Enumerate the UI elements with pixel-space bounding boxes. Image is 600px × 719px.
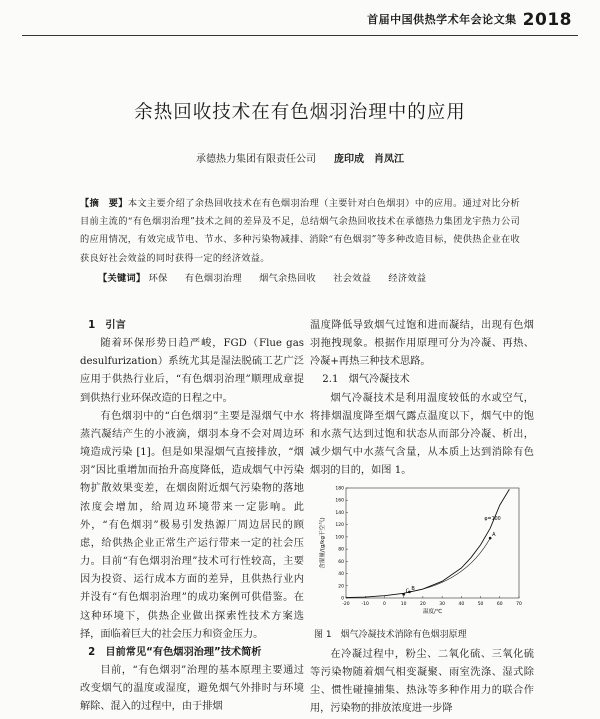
author-line: [0, 150, 600, 165]
y-tick-label: 40: [338, 572, 344, 578]
x-tick-label: 0: [383, 602, 386, 607]
section-heading: 1 引言: [88, 320, 126, 331]
data-point: [489, 537, 492, 540]
y-tick-label: 20: [338, 584, 344, 590]
point-label: A: [492, 532, 496, 539]
x-tick-label: 70: [516, 602, 522, 607]
paragraph: 随着环保形势日趋严峻，FGD（Flue gas desulfurization）系统尤其是湿法脱硫工艺广泛应用于供热行业后，“有色烟羽治理”顺理成章提到供热行业环保改造的日程之中。: [80, 338, 304, 404]
point-label: C: [405, 588, 410, 595]
keyword: 环保: [148, 273, 168, 284]
x-tick-label: 40: [458, 602, 465, 607]
psychrometric-chart: [314, 480, 534, 630]
right-column-continued: [310, 646, 534, 719]
x-tick-label: 60: [496, 602, 503, 607]
x-tick-label: -20: [342, 602, 350, 607]
y-tick-label: 140: [335, 510, 344, 516]
affiliation: 承德热力集团有限责任公司: [196, 154, 316, 165]
page-header: [0, 0, 600, 36]
abstract-label: 【摘 要】: [80, 198, 128, 209]
paragraph: 温度降低导致烟气过饱和进而凝结，出现有色烟羽拖拽现象。根据作用原理可分为冷凝、再热、冷凝+再热三种技术思路。: [310, 320, 534, 368]
paragraph: 目前，“有色烟羽”治理的基本原理主要通过改变烟气的温度或湿度，避免烟气外排时与环境解除、混入的过程中，由于排烟: [80, 664, 304, 713]
keyword: 烟气余热回收: [259, 273, 316, 284]
x-tick-label: 30: [439, 602, 445, 607]
abstract-text: 本文主要介绍了余热回收技术在有色烟羽治理（主要针对白色烟羽）中的应用。通过对比分析目前主流的“有色烟羽治理”技术之间的差异及不足，总结烟气余热回收技术在承德热力集团龙宇热力公司的应用情况，有效完成节电、节水、多种污染物减排、消除“有色烟羽”等多种改造目标，使供热企业在收获良好社会效益的同时获得一定的经济效益。: [80, 198, 520, 264]
paragraph: 在冷凝过程中，粉尘、二氧化硫、三氧化硫等污染物随着烟气相变凝聚、雨室洗涤、湿式除尘、惯性碰撞捕集、热泳等多种作用力的联合作用，污染物的排放浓度进一步降: [310, 649, 534, 715]
y-axis-label: 含湿量/(g/kg干空气): [320, 517, 326, 569]
paper-title: 余热回收技术在有色烟羽治理中的应用: [134, 102, 466, 123]
figure-caption: 图 1 烟气冷凝技术消除有色烟羽原理: [314, 630, 467, 640]
process-line: [409, 538, 490, 592]
curve-label: φ=100: [484, 516, 501, 522]
y-tick-label: 60: [338, 559, 344, 565]
author-names: 庞印成 肖凤江: [334, 154, 404, 165]
keywords-label: 【关键词】: [98, 273, 146, 284]
y-tick-label: 80: [338, 547, 344, 553]
left-column: [80, 317, 304, 716]
keyword: 社会效益: [333, 273, 372, 284]
y-tick-label: 120: [335, 523, 344, 529]
x-axis-label: 温度/℃: [422, 609, 443, 615]
point-label: B: [411, 585, 415, 592]
data-point: [402, 593, 405, 596]
keyword: 有色烟羽治理: [184, 273, 242, 284]
y-tick-label: 0: [341, 596, 344, 602]
section-heading: 2 目前常见“有色烟羽治理”技术简析: [88, 646, 262, 658]
header-rule: [22, 35, 578, 36]
saturation-curve: [346, 489, 509, 597]
abstract: [80, 195, 520, 268]
conference-year: 2018: [522, 10, 572, 30]
conference-name: 首届中国供热学术年会论文集: [367, 13, 517, 26]
plot-frame: [346, 488, 519, 598]
keywords: [98, 270, 528, 288]
keyword: 经济效益: [388, 273, 427, 284]
x-tick-label: -10: [361, 602, 369, 607]
paragraph: 烟气冷凝技术是利用温度较低的水或空气，将排烟温度降至烟气露点温度以下，烟气中的饱和水蒸气达到过饱和状态从而部分冷凝、析出，减少烟气中水蒸气含量，从本质上达到消除有色烟羽的目的，如图 1。: [310, 392, 534, 477]
y-tick-label: 180: [335, 486, 344, 492]
subsection-heading: 2.1 烟气冷凝技术: [322, 374, 410, 386]
x-tick-label: 10: [400, 602, 407, 607]
y-tick-label: 100: [335, 535, 344, 541]
right-column: [310, 317, 534, 480]
chart-series: [346, 489, 509, 597]
conference-title: [367, 10, 572, 30]
x-tick-label: 50: [477, 602, 484, 607]
paragraph: 有色烟羽中的“白色烟羽”主要是湿烟气中水蒸汽凝结产生的小液滴，烟羽本身不会对周边环境造成污染 [1]。但是如果湿烟气直接排放，“烟羽”因比重增加而抬升高度降低，造成烟气中污染物扩散效果变差，在烟囱附近烟气污染物的落地浓度会增加，给周边环境带来一定影响。此外，“有色烟羽”极易引发热源厂周边居民的顾虑，给供热企业正常生产运行带来一定的社会压力。目前“有色烟羽治理”技术可行性较高，主要因为投资、运行成本方面的差异，且供热行业内并没有“有色烟羽治理”的成功案例可供借鉴。在这种环境下，供热企业做出探索性技术方案选择，面临着巨大的社会压力和资金压力。: [80, 410, 304, 640]
x-tick-label: 20: [420, 602, 426, 607]
chart-axes: [335, 486, 522, 608]
y-tick-label: 160: [335, 498, 344, 504]
